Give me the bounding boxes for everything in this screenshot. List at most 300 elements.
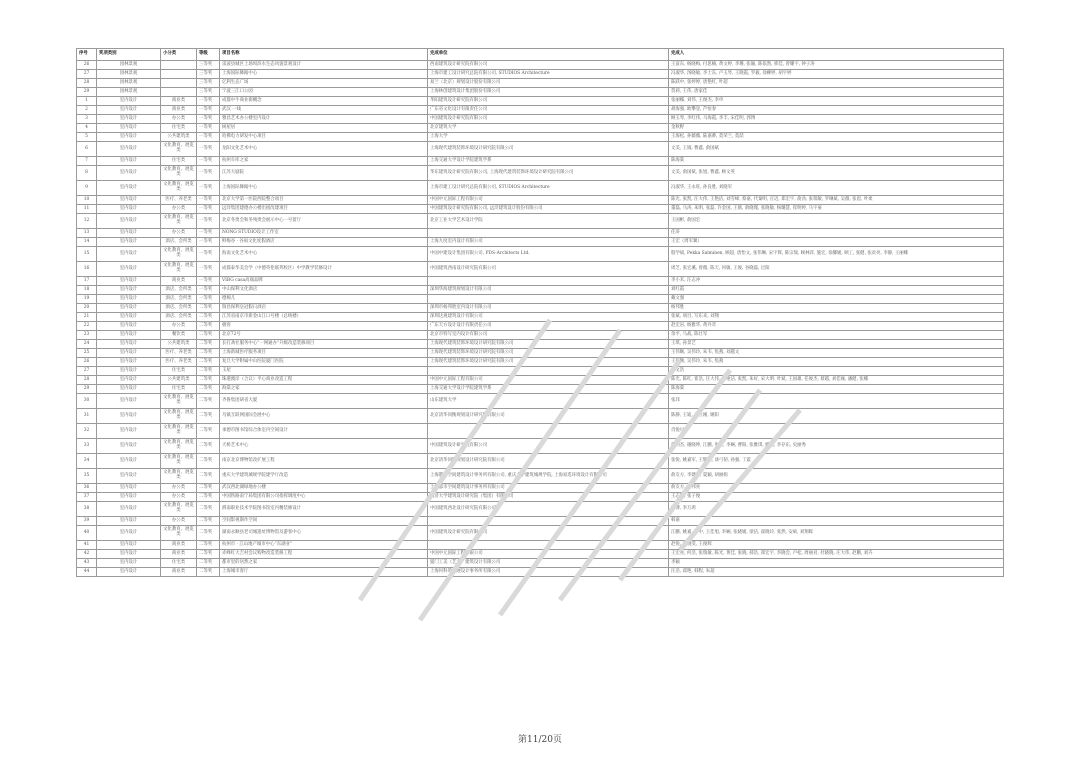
table-cell: 渭南职业技术学院图书馆室内精装修设计: [220, 502, 428, 517]
table-cell: 1: [77, 97, 97, 106]
table-cell: 室内设计: [97, 247, 161, 262]
table-cell: 一等奖: [197, 181, 220, 196]
table-cell: 室内设计: [97, 157, 161, 166]
table-row: [77, 277, 1004, 286]
table-cell: 三等奖: [197, 88, 220, 97]
table-cell: 室内设计: [97, 484, 161, 493]
table-cell: 园林景观: [97, 79, 161, 88]
table-cell: 王富东, 杨晓梅, 付思楠, 黄文婷, 李珊, 张颖, 陈依然, 邢佳, 曾耀宇, 钟子涛: [669, 61, 1004, 70]
table-cell: 华东建筑设计研究院有限公司, 上海现代建筑装饰环境设计研究院有限公司: [428, 166, 669, 181]
table-body: [77, 61, 1004, 577]
table-cell: 38: [77, 502, 97, 517]
table-cell: 陈海棠: [669, 385, 1004, 394]
table-cell: 商业类: [161, 550, 197, 559]
table-cell: 中国中元国际工程有限公司: [428, 550, 669, 559]
table-cell: 三等奖: [197, 79, 220, 88]
table-cell: 二等奖: [197, 385, 220, 394]
table-cell: 三等奖: [197, 61, 220, 70]
table-cell: 36: [77, 484, 97, 493]
table-cell: 赤峰红大吉村会议购物改造装修工程: [220, 550, 428, 559]
table-cell: 中国铁路南宁局集团有限公司指挥调度中心: [220, 493, 428, 502]
table-cell: 商业类: [161, 568, 197, 577]
table-cell: 中国建筑西南设计研究院有限公司: [428, 262, 669, 277]
table-cell: 雅昌艺术办公楼室内设计: [220, 115, 428, 124]
table-cell: 办公类: [161, 484, 197, 493]
table-cell: 室内设计: [97, 205, 161, 214]
table-cell: 上海国际舞蹈中心: [220, 181, 428, 196]
table-cell: 王伟顺, 吴伟玲, 朱韦, 焦燕: [669, 358, 1004, 367]
table-cell: 室内设计: [97, 115, 161, 124]
table-cell: 海棠之家: [220, 385, 428, 394]
table-cell: 上海现代建筑装饰环境设计研究院有限公司: [428, 142, 669, 157]
table-row: [77, 409, 1004, 424]
table-cell: 商业类: [161, 541, 197, 550]
table-cell: 室内设计: [97, 124, 161, 133]
table-cell: 张丽娜, 刘伟, 王俊杰, 李申: [669, 97, 1004, 106]
table-cell: 德棉儿: [220, 295, 428, 304]
table-row: [77, 229, 1004, 238]
table-cell: 齐鲁集团研省大厦: [220, 394, 428, 409]
table-cell: 张悦, 姚嘉军, 王辉杰, 谈弓韧, 孙强, 丁震: [669, 454, 1004, 469]
table-cell: 上海新城医疗服务项目: [220, 349, 428, 358]
table-cell: 一等奖: [197, 196, 220, 205]
table-row: [77, 526, 1004, 541]
table-row: [77, 166, 1004, 181]
table-cell: 文化教育、展览类: [161, 181, 197, 196]
table-row: [77, 196, 1004, 205]
table-row: [77, 61, 1004, 70]
table-cell: 陈海棠: [669, 157, 1004, 166]
table-cell: 北京清华同衡规划设计研究院有限公司: [428, 454, 669, 469]
table-row: [77, 181, 1004, 196]
table-cell: 3: [77, 115, 97, 124]
table-cell: 戴文强: [669, 295, 1004, 304]
table-cell: 室内设计: [97, 376, 161, 385]
table-cell: 王伟顺, 吴伟玲, 朱韦, 焦燕, 刘越文: [669, 349, 1004, 358]
table-cell: 41: [77, 541, 97, 550]
table-cell: 室内设计: [97, 559, 161, 568]
table-cell: 胡海强, 欧攀登, 芦恒春: [669, 106, 1004, 115]
table-cell: 9: [77, 181, 97, 196]
table-cell: 中国建筑西北设计研究院有限公司: [428, 502, 669, 517]
table-cell: 珠港澳岸（合议）平心商业改造工程: [220, 376, 428, 385]
table-cell: 刘红霞: [669, 286, 1004, 295]
table-cell: 一等奖: [197, 106, 220, 115]
table-cell: 室内设计: [97, 550, 161, 559]
table-cell: 住宅类: [161, 124, 197, 133]
table-cell: 董磊, 马涛, 朱明, 张磊, 许金国, 王鹤, 俞晓瑾, 张晓敏, 杨璐慧, 崔明婷, 马宇豪: [669, 205, 1004, 214]
table-cell: 中国中元国际工程有限公司: [428, 196, 669, 205]
table-cell: [161, 61, 197, 70]
table-cell: 任浒: [669, 229, 1004, 238]
table-cell: 2: [77, 106, 97, 115]
table-cell: 雷波县城区上场坝滨水生态风貌景观设计: [220, 61, 428, 70]
table-cell: 室内设计: [97, 262, 161, 277]
table-cell: 室内设计: [97, 454, 161, 469]
table-cell: 空间影视制作空间: [220, 517, 428, 526]
table-cell: 室内设计: [97, 331, 161, 340]
header-cell: 小分类: [161, 49, 197, 61]
table-cell: 42: [77, 550, 97, 559]
table-cell: 二等奖: [197, 304, 220, 313]
table-cell: 殷学斌, Pekka Salminen, 顾超, 唐怡文, 张伟琳, 宋宇辉, 陈宗瑞, 顾林萍, 施宏, 徐馨媛, 顾工, 张健, 张贫亮, 李静, 王丽娜: [669, 247, 1004, 262]
table-cell: [428, 229, 669, 238]
table-cell: 北京市特写室内设计有限公司: [428, 331, 669, 340]
table-cell: 王琪, 孙景艺: [669, 340, 1004, 349]
table-cell: 一等奖: [197, 166, 220, 181]
table-cell: 厦门工美（艺术）建筑设计有限公司: [428, 559, 669, 568]
table-cell: 室内设计: [97, 517, 161, 526]
table-cell: 都市里的居然之家: [220, 559, 428, 568]
table-cell: 酒店、会所类: [161, 313, 197, 322]
table-row: [77, 124, 1004, 133]
table-cell: 室内设计: [97, 367, 161, 376]
table-cell: 上海九度室内设计有限公司: [428, 238, 669, 247]
table-cell: 一等奖: [197, 157, 220, 166]
table-row: [77, 394, 1004, 409]
table-cell: [428, 295, 669, 304]
table-cell: 北京清华同衡规划设计研究院有限公司: [428, 409, 669, 424]
table-cell: 中国建筑设计研究院有限公司: [428, 439, 669, 454]
table-cell: 江苏省南京市新金山江口号楼（总统楼）: [220, 313, 428, 322]
table-cell: 长打斋社服务中心“一网通办”升级改造装修项目: [220, 340, 428, 349]
table-cell: 二等奖: [197, 376, 220, 385]
table-row: [77, 115, 1004, 124]
table-cell: 文化教育、展览类: [161, 424, 197, 439]
table-cell: 韩文浩: [669, 367, 1004, 376]
table-row: [77, 286, 1004, 295]
table-cell: 上海城市客厅: [220, 568, 428, 577]
table-cell: 一等奖: [197, 229, 220, 238]
table-cell: 一等奖: [197, 142, 220, 157]
table-cell: 上海市建工设计研究总院有限公司, STUDIOS Architecture: [428, 70, 669, 79]
table-cell: 室内设计: [97, 238, 161, 247]
table-cell: 29: [77, 385, 97, 394]
table-cell: 冯淑华, 王永旺, 孙良胜, 刘晓军: [669, 181, 1004, 196]
table-cell: 31: [77, 409, 97, 424]
table-cell: 30: [77, 394, 97, 409]
table-cell: 中国建筑设计研究院有限公司: [428, 526, 669, 541]
table-row: [77, 79, 1004, 88]
table-cell: 上海林创建筑设计集团股份有限公司: [428, 88, 669, 97]
table-cell: 一等奖: [197, 97, 220, 106]
table-cell: 公共建筑类: [161, 376, 197, 385]
table-cell: 中国建筑设计研究院有限公司: [428, 115, 669, 124]
table-cell: 广东省文化设计有限责任公司: [428, 106, 669, 115]
table-row: [77, 106, 1004, 115]
header-cell: 完成人: [669, 49, 1004, 61]
table-cell: 陈光, 张凯, 汪大伟, 王艳洁, 刘雪峰, 蔡嘉, 代秦明, 庄迈, 郑宏宇, 俞劲, 张瑞敏, 罗琳斌, 吴薇, 张恩, 叶柔: [669, 196, 1004, 205]
table-row: [77, 313, 1004, 322]
table-cell: 28: [77, 376, 97, 385]
table-cell: 广东天方设计设计有限责任公司: [428, 322, 669, 331]
table-cell: 易兰（北京）规划设计股份有限公司: [428, 79, 669, 88]
table-cell: 园林景观: [97, 88, 161, 97]
table-cell: 6: [77, 142, 97, 157]
table-cell: 贺莉, 王伟, 唐家佳: [669, 88, 1004, 97]
table-row: [77, 214, 1004, 229]
table-cell: 上海现代建筑装饰环境设计研究院有限公司: [428, 358, 669, 367]
table-cell: 34: [77, 454, 97, 469]
table-cell: 室内设计: [97, 469, 161, 484]
table-cell: 深圳达观建筑设计有限公司: [428, 313, 669, 322]
table-cell: 二等奖: [197, 493, 220, 502]
table-cell: 24: [77, 340, 97, 349]
table-cell: 二等奖: [197, 322, 220, 331]
table-cell: 27: [77, 367, 97, 376]
table-cell: 公共建筑类: [161, 133, 197, 142]
table-cell: 李小禾, 汪志冲: [669, 277, 1004, 286]
table-cell: 酒店、会所类: [161, 286, 197, 295]
table-row: [77, 469, 1004, 484]
table-cell: 办公类: [161, 115, 197, 124]
table-cell: 二等奖: [197, 367, 220, 376]
table-row: [77, 385, 1004, 394]
table-cell: 二等奖: [197, 349, 220, 358]
table-row: [77, 262, 1004, 277]
table-cell: 7: [77, 157, 97, 166]
table-cell: [428, 277, 669, 286]
table-cell: 室内设计: [97, 385, 161, 394]
table-cell: 办公类: [161, 517, 197, 526]
table-cell: VIBG casa高端品牌: [220, 277, 428, 286]
table-cell: [428, 541, 669, 550]
table-cell: 文化教育、展览类: [161, 262, 197, 277]
table-cell: 北京72号: [220, 331, 428, 340]
table-cell: 室内设计: [97, 133, 161, 142]
table-cell: 14: [77, 238, 97, 247]
table-cell: 文化教育、展览类: [161, 166, 197, 181]
table-row: [77, 349, 1004, 358]
table-cell: 室内设计: [97, 106, 161, 115]
table-cell: 成都中牛商业街概念: [220, 97, 428, 106]
table-cell: 周芝, 张宏溪, 曾薇, 陈天, 何敏, 王俊, 谷晓磊, 过阳: [669, 262, 1004, 277]
table-cell: 江苏大剧院: [220, 166, 428, 181]
table-cell: 医疗、养老类: [161, 349, 197, 358]
table-cell: 办公类: [161, 205, 197, 214]
table-cell: 西南建筑设计研究院有限公司: [428, 61, 669, 70]
table-cell: 远洋集团建德办公楼出租改建项目: [220, 205, 428, 214]
table-cell: 一等奖: [197, 115, 220, 124]
table-cell: 二等奖: [197, 469, 220, 484]
table-cell: 27: [77, 70, 97, 79]
table-cell: 医疗、养老类: [161, 196, 197, 205]
table-cell: 室内设计: [97, 409, 161, 424]
table-cell: 山东建筑大学: [428, 394, 669, 409]
table-row: [77, 484, 1004, 493]
table-cell: 天桥艺术中心: [220, 439, 428, 454]
table-cell: 武汉西北湖绿地办公楼: [220, 484, 428, 493]
table-row: [77, 205, 1004, 214]
table-cell: 俞友方, 王邦亮: [669, 484, 1004, 493]
table-cell: 二等奖: [197, 394, 220, 409]
table-cell: 办公类: [161, 493, 197, 502]
table-cell: 29: [77, 88, 97, 97]
table-cell: 北京建筑大学: [428, 124, 669, 133]
table-cell: 二等奖: [197, 559, 220, 568]
table-cell: 32: [77, 424, 97, 439]
table-cell: 餐饮类: [161, 331, 197, 340]
table-cell: 北京冬奥会和冬残奥会展示中心一号留厅: [220, 214, 428, 229]
table-cell: [428, 367, 669, 376]
table-cell: NONG STUDIO设计工作室: [220, 229, 428, 238]
table-cell: 室内设计: [97, 349, 161, 358]
table-cell: 商业类: [161, 277, 197, 286]
table-cell: 18: [77, 286, 97, 295]
table-cell: 王国彬, 俞国宏: [669, 214, 1004, 229]
table-cell: [428, 424, 669, 439]
table-cell: 二等奖: [197, 484, 220, 493]
table-cell: 室内设计: [97, 166, 161, 181]
table-cell: 28: [77, 79, 97, 88]
table-cell: 文化教育、展览类: [161, 502, 197, 517]
table-cell: 文化教育、展览类: [161, 142, 197, 157]
table-cell: 8: [77, 166, 97, 181]
table-cell: 鲜梅谷 · 谷雨文化度假酒店: [220, 238, 428, 247]
table-cell: 商业类: [161, 106, 197, 115]
table-row: [77, 358, 1004, 367]
table-cell: 上海国际舞蹈中心: [220, 70, 428, 79]
table-cell: 上海交通大学设计学院建筑学系: [428, 385, 669, 394]
table-cell: 文化教育、展览类: [161, 454, 197, 469]
table-row: [77, 70, 1004, 79]
table-row: [77, 157, 1004, 166]
table-cell: 一等奖: [197, 295, 220, 304]
table-cell: 武汉 一线: [220, 106, 428, 115]
table-cell: 19: [77, 295, 97, 304]
table-cell: 园林景观: [97, 70, 161, 79]
table-cell: 乌镇互联网国际会展中心: [220, 409, 428, 424]
table-cell: 23: [77, 331, 97, 340]
table-row: [77, 424, 1004, 439]
table-cell: 20: [77, 304, 97, 313]
table-cell: 二等奖: [197, 358, 220, 367]
table-cell: 重庆大学建筑城规学院建学厅改造: [220, 469, 428, 484]
table-cell: 室内设计: [97, 322, 161, 331]
table-cell: [428, 517, 669, 526]
table-row: [77, 517, 1004, 526]
table-cell: 11: [77, 205, 97, 214]
table-cell: 汪浩, 邱艳, 韩程, 朱超: [669, 568, 1004, 577]
table-cell: 文美, 王钺, 曹鑫, 俞国斌: [669, 142, 1004, 157]
table-cell: 室内设计: [97, 394, 161, 409]
table-cell: 文化教育、展览类: [161, 247, 197, 262]
table-cell: 16: [77, 262, 97, 277]
table-cell: 上海现代建筑装饰环境设计研究院有限公司: [428, 340, 669, 349]
table-cell: 中山保利文化酒店: [220, 286, 428, 295]
table-cell: 赵悦, 张晓雯, 王俊辉: [669, 541, 1004, 550]
table-cell: 17: [77, 277, 97, 286]
table-cell: 中国建筑设计研究院有限公司, 远洋建筑设计股份有限公司: [428, 205, 669, 214]
table-cell: 杨邦胜: [669, 304, 1004, 313]
table-cell: 35: [77, 469, 97, 484]
table-cell: 龙阳文化艺术中心: [220, 142, 428, 157]
table-cell: 俞友方, 李建华, 夏颖, 胡丽娟: [669, 469, 1004, 484]
table-cell: 住宅类: [161, 367, 197, 376]
table-cell: 商业类: [161, 97, 197, 106]
table-row: [77, 304, 1004, 313]
table-cell: 杭州市 · 江山地产城市中心“东湖业”: [220, 541, 428, 550]
table-cell: 张玮: [669, 394, 1004, 409]
table-row: [77, 439, 1004, 454]
table-cell: 一等奖: [197, 214, 220, 229]
table-cell: 张明杰, 谢晓坤, 江鹏, 张哲, 李娴, 曹阳, 张雅琪, 姚瑶, 李存东, 史丽秀: [669, 439, 1004, 454]
table-cell: 文化教育、展览类: [161, 526, 197, 541]
table-cell: 杭州车库之家: [220, 157, 428, 166]
table-cell: [161, 70, 197, 79]
table-cell: 酒店、会所类: [161, 238, 197, 247]
table-cell: 深圳华海建筑规划设计有限公司: [428, 286, 669, 295]
table-row: [77, 454, 1004, 469]
table-cell: 承德市图书馆综合体室内空间设计: [220, 424, 428, 439]
table-cell: 文化教育、展览类: [161, 409, 197, 424]
table-cell: 二等奖: [197, 424, 220, 439]
table-cell: 室内设计: [97, 340, 161, 349]
table-cell: 26: [77, 358, 97, 367]
table-cell: 上海交通大学设计学院建筑学系: [428, 157, 669, 166]
table-row: [77, 238, 1004, 247]
table-cell: 陈光, 陈红, 崔浩, 汪大伟, 王艳洁, 张凯, 朱好, 宋大明, 叶斌, 王国雄, 任俊杰, 蔡越, 刘佳缘, 潘健, 张娜: [669, 376, 1004, 385]
page-number: 第11/20页: [518, 735, 562, 745]
table-cell: 树屋居: [220, 124, 428, 133]
table-row: [77, 97, 1004, 106]
table-row: [77, 295, 1004, 304]
table-cell: 南京北京博物馆改扩展工程: [220, 454, 428, 469]
table-cell: 室内设计: [97, 526, 161, 541]
table-cell: 韩嘉: [669, 517, 1004, 526]
table-cell: 上海市建工设计研究总院有限公司, STUDIOS Architecture: [428, 181, 669, 196]
table-cell: 22: [77, 322, 97, 331]
table-cell: 二等奖: [197, 331, 220, 340]
header-cell: 奖项类别: [97, 49, 161, 61]
table-cell: 上海现代建筑装饰环境设计研究院有限公司: [428, 349, 669, 358]
table-cell: 室内设计: [97, 181, 161, 196]
table-row: [77, 568, 1004, 577]
table-cell: 室内设计: [97, 424, 161, 439]
table-cell: 室内设计: [97, 196, 161, 205]
table-cell: 海南文化艺术中心: [220, 247, 428, 262]
table-cell: 住宅类: [161, 157, 197, 166]
table-header-row: [77, 49, 1004, 61]
table-cell: 室内设计: [97, 97, 161, 106]
table-cell: 王海松, 孙薇薇, 陆嘉骅, 莫荣兰, 莫喆: [669, 133, 1004, 142]
table-cell: 陈静, 王迪, 王立刚, 姬阳: [669, 409, 1004, 424]
table-cell: 二等奖: [197, 550, 220, 559]
table-cell: 余平, 马战, 陈仕军: [669, 331, 1004, 340]
table-cell: 一等奖: [197, 238, 220, 247]
table-row: [77, 376, 1004, 385]
table-cell: 二等奖: [197, 568, 220, 577]
table-cell: 室内设计: [97, 313, 161, 322]
table-row: [77, 322, 1004, 331]
table-cell: 10: [77, 196, 97, 205]
table-cell: 办公类: [161, 229, 197, 238]
table-cell: 张斌, 项目, 写东来, 刘翔: [669, 313, 1004, 322]
table-cell: 公共建筑类: [161, 340, 197, 349]
table-cell: 43: [77, 559, 97, 568]
table-cell: 室内设计: [97, 295, 161, 304]
table-cell: 湖南永顺县老司城遗址博物馆及游客中心: [220, 526, 428, 541]
table-cell: 二等奖: [197, 340, 220, 349]
table-cell: 北京工业大学艺术设计学院: [428, 214, 669, 229]
table-cell: 39: [77, 517, 97, 526]
table-cell: 上海大学: [428, 133, 669, 142]
table-cell: 江鹏, 姚嘉, 李中, 王佳旭, 李娴, 张晓媛, 梁洁, 翟晓玲, 张然, 安硕, 刘翔晖: [669, 526, 1004, 541]
table-cell: 王宏亮, 何浩, 张瑞敏, 陈光, 黄佳, 张晓, 郝浩, 郑宏宇, 李晓会, 卢松, 周丽君, 杜晓晓, 庄大伟, 赵鹏, 刘卉: [669, 550, 1004, 559]
table-cell: [161, 88, 197, 97]
table-cell: 26: [77, 61, 97, 70]
table-cell: 一等奖: [197, 205, 220, 214]
